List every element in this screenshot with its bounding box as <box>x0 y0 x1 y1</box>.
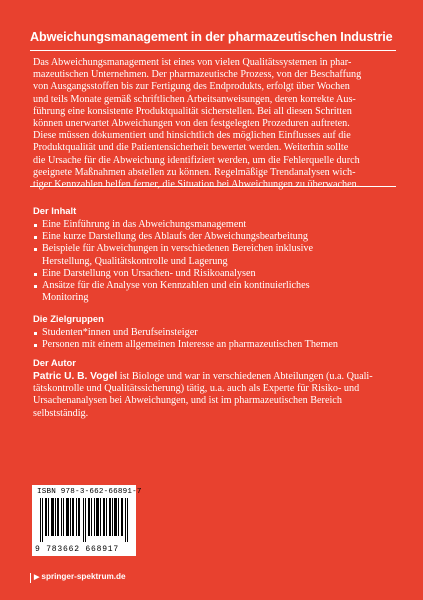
list-item <box>33 231 403 243</box>
list-item <box>33 219 403 231</box>
inhalt-heading: Der Inhalt <box>33 205 77 216</box>
description-line: geeignete Maßnahmen abstellen zu können. Regelmäßige Trendanalysen wich- <box>33 166 356 178</box>
isbn-text: ISBN 978-3-662-66891-7 <box>37 488 142 496</box>
description-line: Diese müssen dokumentiert und hinsichtlich des möglichen Einflusses auf die <box>33 130 351 142</box>
title-rule <box>30 50 396 51</box>
footer-line <box>30 573 31 583</box>
list-item-text: Herstellung, Qualitätskontrolle und Lagerung <box>42 255 228 267</box>
author-bio-text: ist Biologe und war in verschiedenen Abteilungen (u.a. Quali- <box>117 371 373 382</box>
description-line: können unerwartet Abweichungen von den festgelegten Prozeduren auftreten. <box>33 118 350 130</box>
description-line: führung eine konsistente Produktqualität sicherstellen. Bei all diesen Schritten <box>33 105 352 117</box>
description-line: Das Abweichungsmanagement ist eines von vielen Qualitätssystemen in phar- <box>33 57 352 68</box>
author-bio-line: tätskontrolle und Qualitätssicherung) tätig, u.a. auch als Experte für Risiko- und <box>33 383 360 395</box>
author-bio <box>33 371 403 420</box>
description <box>33 57 403 191</box>
author-name: Patric U. B. Vogel <box>33 371 118 382</box>
description-line: Produktqualität und die Patientensicherheit bewertet werden. Weiterhin sollte <box>33 142 349 154</box>
author-bio-line: Ursachenanalysen bei Abweichungen, und ist im pharmazeutischen Bereich <box>33 395 342 407</box>
list-item-text: Studenten*innen und Berufseinsteiger <box>42 327 198 338</box>
publisher-url[interactable]: springer-spektrum.de <box>41 572 126 581</box>
list-item-text: Monitoring <box>42 292 89 304</box>
footer <box>34 572 126 581</box>
list-item <box>33 280 403 304</box>
zielgruppen-heading: Die Zielgruppen <box>33 313 104 324</box>
list-item <box>33 327 403 339</box>
section-rule <box>30 186 396 187</box>
list-item <box>33 339 403 351</box>
description-line: von Ausgangsstoffen bis zur Fertigung des Endprodukts, erfolgt über Wochen <box>33 81 350 93</box>
arrow-icon: ▶ <box>34 574 40 581</box>
inhalt-section <box>33 205 403 304</box>
autor-section <box>33 357 403 420</box>
book-title: Abweichungsmanagement in der pharmazeutischen Industrie <box>30 30 393 44</box>
list-item-text: Beispiele für Abweichungen in verschiedenen Bereichen inklusive <box>42 243 314 255</box>
autor-heading: Der Autor <box>33 357 76 368</box>
author-bio-line <box>33 371 403 383</box>
zielgruppen-section <box>33 313 403 351</box>
description-line: die Ursache für die Abweichung identifiziert werden, um die Fehlerquelle durch <box>33 154 360 166</box>
list-item-text: Ansätze für die Analyse von Kennzahlen und ein kontinuierliches <box>42 280 310 292</box>
list-item <box>33 268 403 280</box>
description-line: mazeutischen Unternehmen. Der pharmazeutische Prozess, von der Beschaffung <box>33 69 362 81</box>
list-item-text: Eine kurze Darstellung des Ablaufs der Abweichungsbearbeitung <box>42 231 308 243</box>
barcode-digits: 9 783662 668917 <box>35 545 120 554</box>
list-item-text: Personen mit einem allgemeinen Interesse an pharmazeutischen Themen <box>42 339 338 351</box>
list-item-text: Eine Darstellung von Ursachen- und Risikoanalysen <box>42 267 256 279</box>
description-line: und teils Monate gemäß schriftlichen Arbeitsanweisungen, deren korrekte Aus- <box>33 93 356 105</box>
inhalt-list <box>33 219 403 304</box>
barcode-icon <box>40 498 130 542</box>
author-bio-line: selbstständig. <box>33 407 89 419</box>
barcode-box <box>32 485 142 556</box>
description-line: tiger Kennzahlen helfen ferner, die Situation bei Abweichungen zu überwachen. <box>33 179 360 191</box>
list-item <box>33 243 403 267</box>
zielgruppen-list <box>33 327 403 351</box>
list-item-text: Eine Einführung in das Abweichungsmanagement <box>42 219 247 230</box>
